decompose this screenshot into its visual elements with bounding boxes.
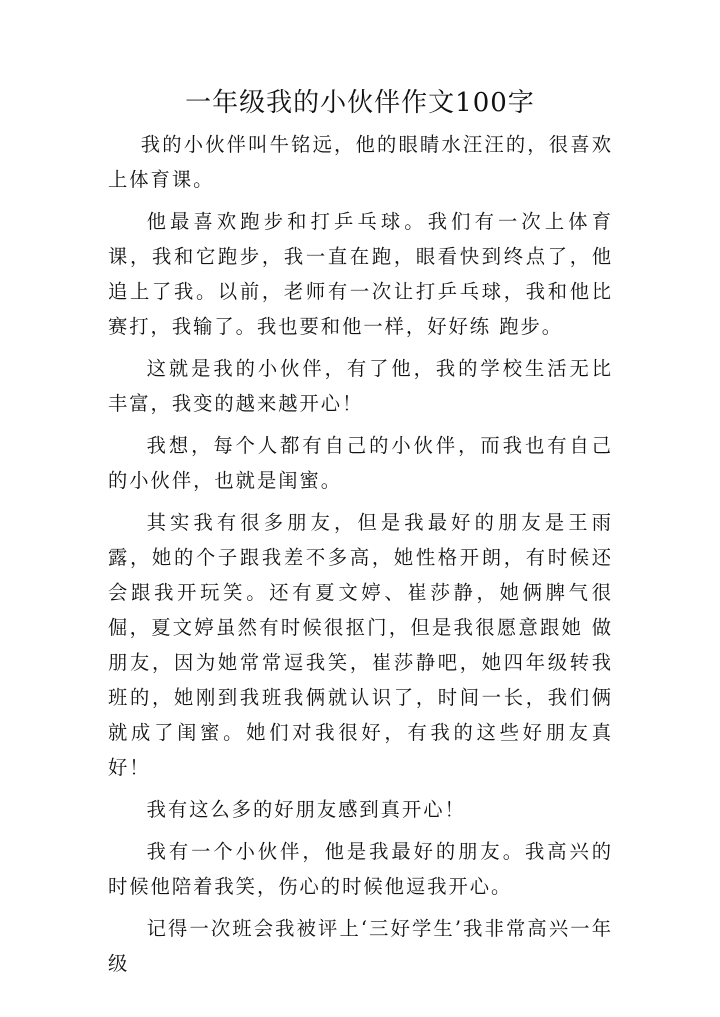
paragraph: 我有这么多的好朋友感到真开心！ [146,798,466,821]
document-title: 一年级我的小伙伴作文100字 [185,88,535,118]
paragraph: 这就是我的小伙伴，有了他，我的学校生活无比丰富，我变的越来越开心！ [108,357,613,415]
paragraph: 我有一个小伙伴，他是我最好的朋友。我高兴的时候他陪着我笑，伤心的时候他逗我开心。 [108,840,613,898]
paragraph: 我的小伙伴叫牛铭远，他的眼睛水汪汪的，很喜欢上体育课。 [108,133,613,191]
paragraph: 他最喜欢跑步和打乒乓球。我们有一次上体育课，我和它跑步，我一直在跑，眼看快到终点了，他追上了我。以前，老师有一次让打乒乓球，我和他比赛打，我输了。我也要和他一样，好好练 跑步。 [108,210,613,338]
paragraph: 我想，每个人都有自己的小伙伴，而我也有自己的小伙伴，也就是闺蜜。 [108,434,613,492]
paragraph: 记得一次班会我被评上‘三好学生’我非常高兴一年级 [108,917,613,975]
document-body [108,127,613,988]
paragraph: 其实我有很多朋友，但是我最好的朋友是王雨露，她的个子跟我差不多高，她性格开朗，有时候还会跟我开玩笑。还有夏文婷、崔莎静，她俩脾气很倔，夏文婷虽然有时候很抠门，但是我很愿意跟她 做朋友，因为她常常逗我笑，崔莎静吧，她四年级转我班的，她刚到我班我俩就认识了，时间一长，我们俩就成了闺蜜。她们对我很好，有我的这些好朋友真好！ [108,511,613,779]
